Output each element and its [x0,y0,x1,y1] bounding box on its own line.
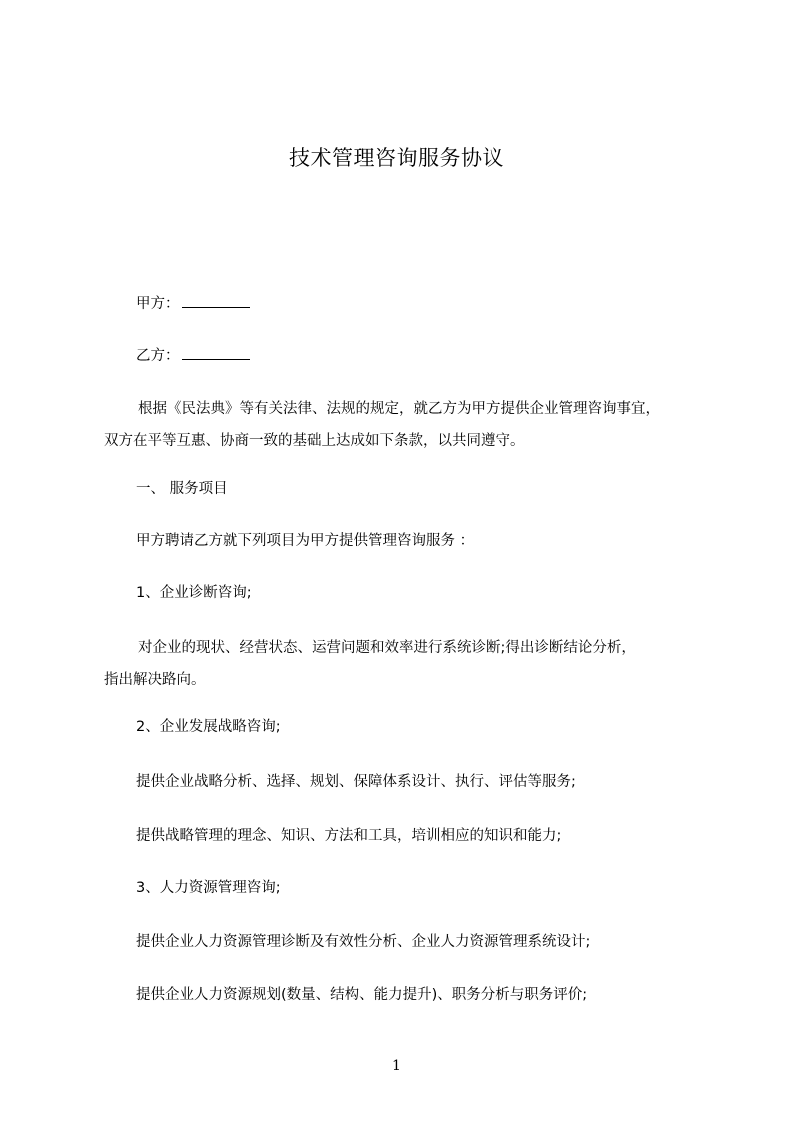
document-title: 技术管理咨询服务协议 [289,146,504,170]
page-number: 1 [392,1058,401,1074]
party-a-line [136,293,250,314]
party-b-line [136,345,250,366]
item-3-desc-1: 提供企业人力资源管理诊断及有效性分析、企业人力资源管理系统设计; [136,934,591,950]
intro-line-1: 根据《民法典》等有关法律、法规的规定，就乙方为甲方提供企业管理咨询事宜， [138,401,660,417]
item-1-desc-line-2: 指出解决路向。 [104,672,206,688]
party-a-label: 甲方： [136,296,180,312]
item-3-title: 3、人力资源管理咨询; [136,880,281,896]
item-2-desc-2: 提供战略管理的理念、知识、方法和工具，培训相应的知识和能力; [136,828,562,844]
item-3-desc-2: 提供企业人力资源规划(数量、结构、能力提升)、职务分析与职务评价; [136,987,588,1003]
party-b-label: 乙方： [136,348,180,364]
item-2-desc-1: 提供企业战略分析、选择、规划、保障体系设计、执行、评估等服务; [136,774,576,790]
intro-line-2: 双方在平等互惠、协商一致的基础上达成如下条款，以共同遵守。 [104,433,525,449]
party-a-blank [182,293,250,308]
item-1-description [104,632,696,696]
intro-paragraph [104,393,696,457]
party-b-blank [182,345,250,360]
section-1-heading: 一、 服务项目 [136,481,228,497]
item-1-title: 1、企业诊断咨询; [136,585,252,601]
item-1-desc-line-1: 对企业的现状、经营状态、运营问题和效率进行系统诊断;得出诊断结论分析， [138,640,636,656]
item-2-title: 2、企业发展战略咨询; [136,719,281,735]
section-1-lead: 甲方聘请乙方就下列项目为甲方提供管理咨询服务 ： [136,533,475,549]
